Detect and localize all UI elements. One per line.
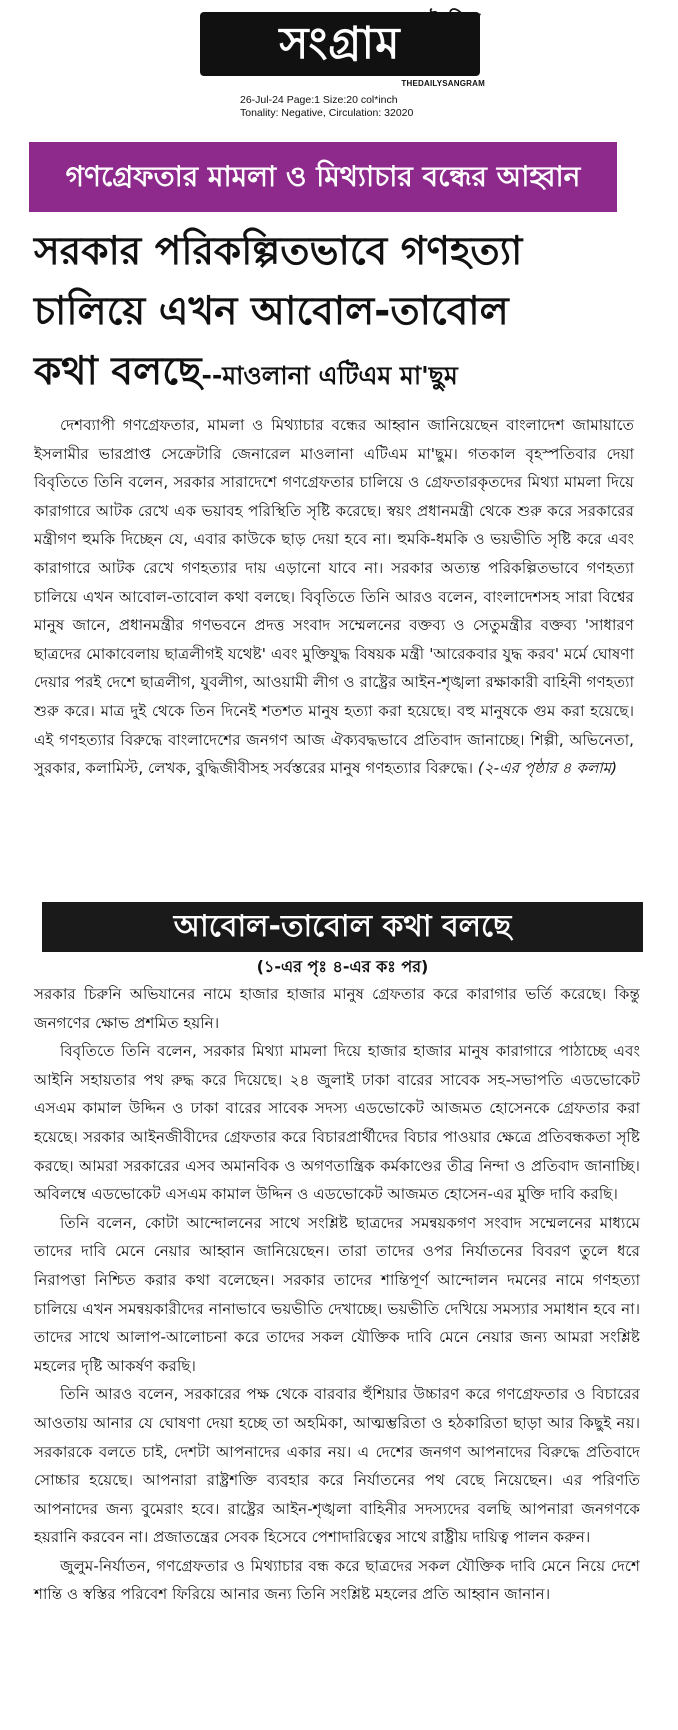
headline-line-2: চালিয়ে এখন আবোল-তাবোল [34, 289, 509, 334]
article-kicker: গণগ্রেফতার মামলা ও মিথ্যাচার বন্ধের আহ্বান [29, 142, 617, 212]
continuation-paragraph: তিনি বলেন, কোটা আন্দোলনের সাথে সংশ্লিষ্ট ছাত্রদের সমন্বয়কগণ সংবাদ সম্মেলনের মাধ্যমে তাদের দাবি মেনে নেয়ার আহ্বান জানিয়েছেন। তারা তাদের ওপর নির্যাতনের বিবরণ তুলে ধরে নিরাপত্তা নিশ্চিত করার কথা বলেছেন। সরকার তাদের শান্তিপূর্ণ আন্দোলন দমনের নামে গণহত্যা চালিয়ে এখন সমন্বয়কারীদের নানাভাবে ভয়ভীতি দেখাচ্ছে। ভয়ভীতি দেখিয়ে সমস্যার সমাধান হবে না। তাদের সাথে আলাপ-আলোচনা করে তাদের সকল যৌক্তিক দাবি মেনে নেয়ার জন্য আমরা সংশ্লিষ্ট মহলের দৃষ্টি আকর্ষণ করছি। [34, 1213, 640, 1375]
article-paragraph [34, 411, 634, 783]
jump-reference: (২-এর পৃষ্ঠার ৪ কলাম) [477, 759, 618, 778]
masthead-logo: সংগ্রাম [200, 12, 480, 76]
headline-line-3 [34, 342, 654, 406]
continuation-paragraph: বিবৃতিতে তিনি বলেন, সরকার মিথ্যা মামলা দিয়ে হাজার হাজার মানুষ কারাগারে পাঠাচ্ছে এবং আইনি সহায়তার পথ রুদ্ধ করে দিয়েছে। ২৪ জুলাই ঢাকা বারের সাবেক সহ-সভাপতি এডভোকেট এসএম কামাল উদ্দিন ও ঢাকা বারের সাবেক সদস্য এডভোকেট আজমত হোসেনকে গ্রেফতার করা হয়েছে। সরকার আইনজীবীদের গ্রেফতার করে বিচারপ্রার্থীদের বিচার পাওয়ার ক্ষেত্রে প্রতিবন্ধকতা সৃষ্টি করছে। আমরা সরকারের এসব অমানবিক ও অগণতান্ত্রিক কর্মকাণ্ডের তীব্র নিন্দা ও প্রতিবাদ জানাচ্ছি। অবিলম্বে এডভোকেট এসএম কামাল উদ্দিন ও এডভোকেট আজমত হোসেন-এর মুক্তি দাবি করছি। [34, 1042, 640, 1204]
article-body-text: দেশব্যাপী গণগ্রেফতার, মামলা ও মিথ্যাচার বন্ধের আহ্বান জানিয়েছেন বাংলাদেশ জামায়াতে ইসলামীর ভারপ্রাপ্ত সেক্রেটারি জেনারেল মাওলানা এটিএম মা'ছুম। গতকাল বৃহস্পতিবার দেয়া বিবৃতিতে তিনি বলেন, সরকার সারাদেশে গণগ্রেফতার চালিয়ে ও গ্রেফতারকৃতদের মিথ্যা মামলা দিয়ে কারাগারে আটক রেখে এক ভয়াবহ পরিস্থিতি সৃষ্টি করেছে। স্বয়ং প্রধানমন্ত্রী থেকে শুরু করে সরকারের মন্ত্রীগণ হুমকি দিচ্ছেন যে, এবার কাউকে ছাড় দেয়া হবে না। হুমকি-ধমকি ও ভয়ভীতি সৃষ্টি করে এবং কারাগারে আটক রেখে গণহত্যার দায় এড়ানো যাবে না। সরকার অত্যন্ত পরিকল্পিতভাবে গণহত্যা চালিয়ে এখন আবোল-তাবোল কথা বলছে। বিবৃতিতে তিনি আরও বলেন, বাংলাদেশসহ সারা বিশ্বের মানুষ জানে, প্রধানমন্ত্রীর গণভবনে প্রদত্ত সংবাদ সম্মেলনের বক্তব্য ও সেতুমন্ত্রীর বক্তব্য 'সাধারণ ছাত্রদের মোকাবেলায় ছাত্রলীগই যথেষ্ট' এবং মুক্তিযুদ্ধ বিষয়ক মন্ত্রী 'আরেকবার যুদ্ধ করব' মর্মে ঘোষণা দেয়ার পরই দেশে ছাত্রলীগ, যুবলীগ, আওয়ামী লীগ ও রাষ্ট্রের আইন-শৃঙ্খলা রক্ষাকারী বাহিনী গণহত্যা শুরু করে। মাত্র দুই থেকে তিন দিনেই শতশত মানুষ হত্যা করা হয়েছে। বহু মানুষকে গুম করা হয়েছে। এই গণহত্যার বিরুদ্ধে বাংলাদেশের জনগণ আজ ঐক্যবদ্ধভাবে প্রতিবাদ জানাচ্ছে। শিল্পী, অভিনেতা, সুরকার, কলামিস্ট, লেখক, বুদ্ধিজীবীসহ সর্বস্তরের মানুষ গণহত্যার বিরুদ্ধে। [34, 416, 634, 778]
continuation-paragraph: জুলুম-নির্যাতন, গণগ্রেফতার ও মিথ্যাচার বন্ধ করে ছাত্রদের সকল যৌক্তিক দাবি মেনে নিয়ে দেশে শান্তি ও স্বস্তির পরিবেশ ফিরিয়ে আনার জন্য তিনি সংশ্লিষ্ট মহলের প্রতি আহ্বান জানান। [34, 1556, 640, 1604]
masthead [0, 0, 678, 128]
continuation-banner: আবোল-তাবোল কথা বলছে [42, 902, 643, 952]
article-byline: --মাওলানা এটিএম মা'ছুম [201, 361, 458, 390]
masthead-english-name: THEDAILYSANGRAM [401, 79, 485, 88]
continuation-paragraph: তিনি আরও বলেন, সরকারের পক্ষ থেকে বারবার হুঁশিয়ার উচ্চারণ করে গণগ্রেফতার ও বিচারের আওতায় আনার যে ঘোষণা দেয়া হচ্ছে তা অহমিকা, আত্মম্ভরিতা ও হঠকারিতা ছাড়া আর কিছুই নয়। সরকারকে বলতে চাই, দেশটা আপনাদের একার নয়। এ দেশের জনগণ আপনাদের বিরুদ্ধে প্রতিবাদে সোচ্চার হয়েছে। আপনারা রাষ্ট্রশক্তি ব্যবহার করে নির্যাতনের পথ বেছে নিয়েছেন। এর পরিণতি আপনাদের জন্য বুমেরাং হবে। রাষ্ট্রের আইন-শৃঙ্খলা বাহিনীর সদস্যদের বলছি আপনারা জনগণকে হয়রানি করবেন না। প্রজাতন্ত্রের সেবক হিসেবে পেশাদারিত্বের সাথে রাষ্ট্রীয় দায়িত্ব পালন করুন। [34, 1385, 640, 1547]
headline-line-1: সরকার পরিকল্পিতভাবে গণহত্যা [34, 229, 523, 274]
continuation-paragraph: সরকার চিরুনি অভিযানের নামে হাজার হাজার মানুষ গ্রেফতার করে কারাগার ভর্তি করেছে। কিন্তু জনগণের ক্ষোভ প্রশমিত হয়নি। [34, 985, 640, 1032]
clipping-meta [240, 94, 540, 120]
continuation-body [34, 980, 640, 1609]
headline-line-3-text: কথা বলছে [34, 349, 202, 394]
continuation-from-line: (১-এর পৃঃ ৪-এর কঃ পর) [256, 957, 429, 976]
meta-date-page-size: 26-Jul-24 Page:1 Size:20 col*inch [240, 94, 398, 106]
meta-tonality-circulation: Tonality: Negative, Circulation: 32020 [240, 107, 414, 119]
article-headline [34, 222, 654, 406]
article-body [34, 411, 634, 783]
